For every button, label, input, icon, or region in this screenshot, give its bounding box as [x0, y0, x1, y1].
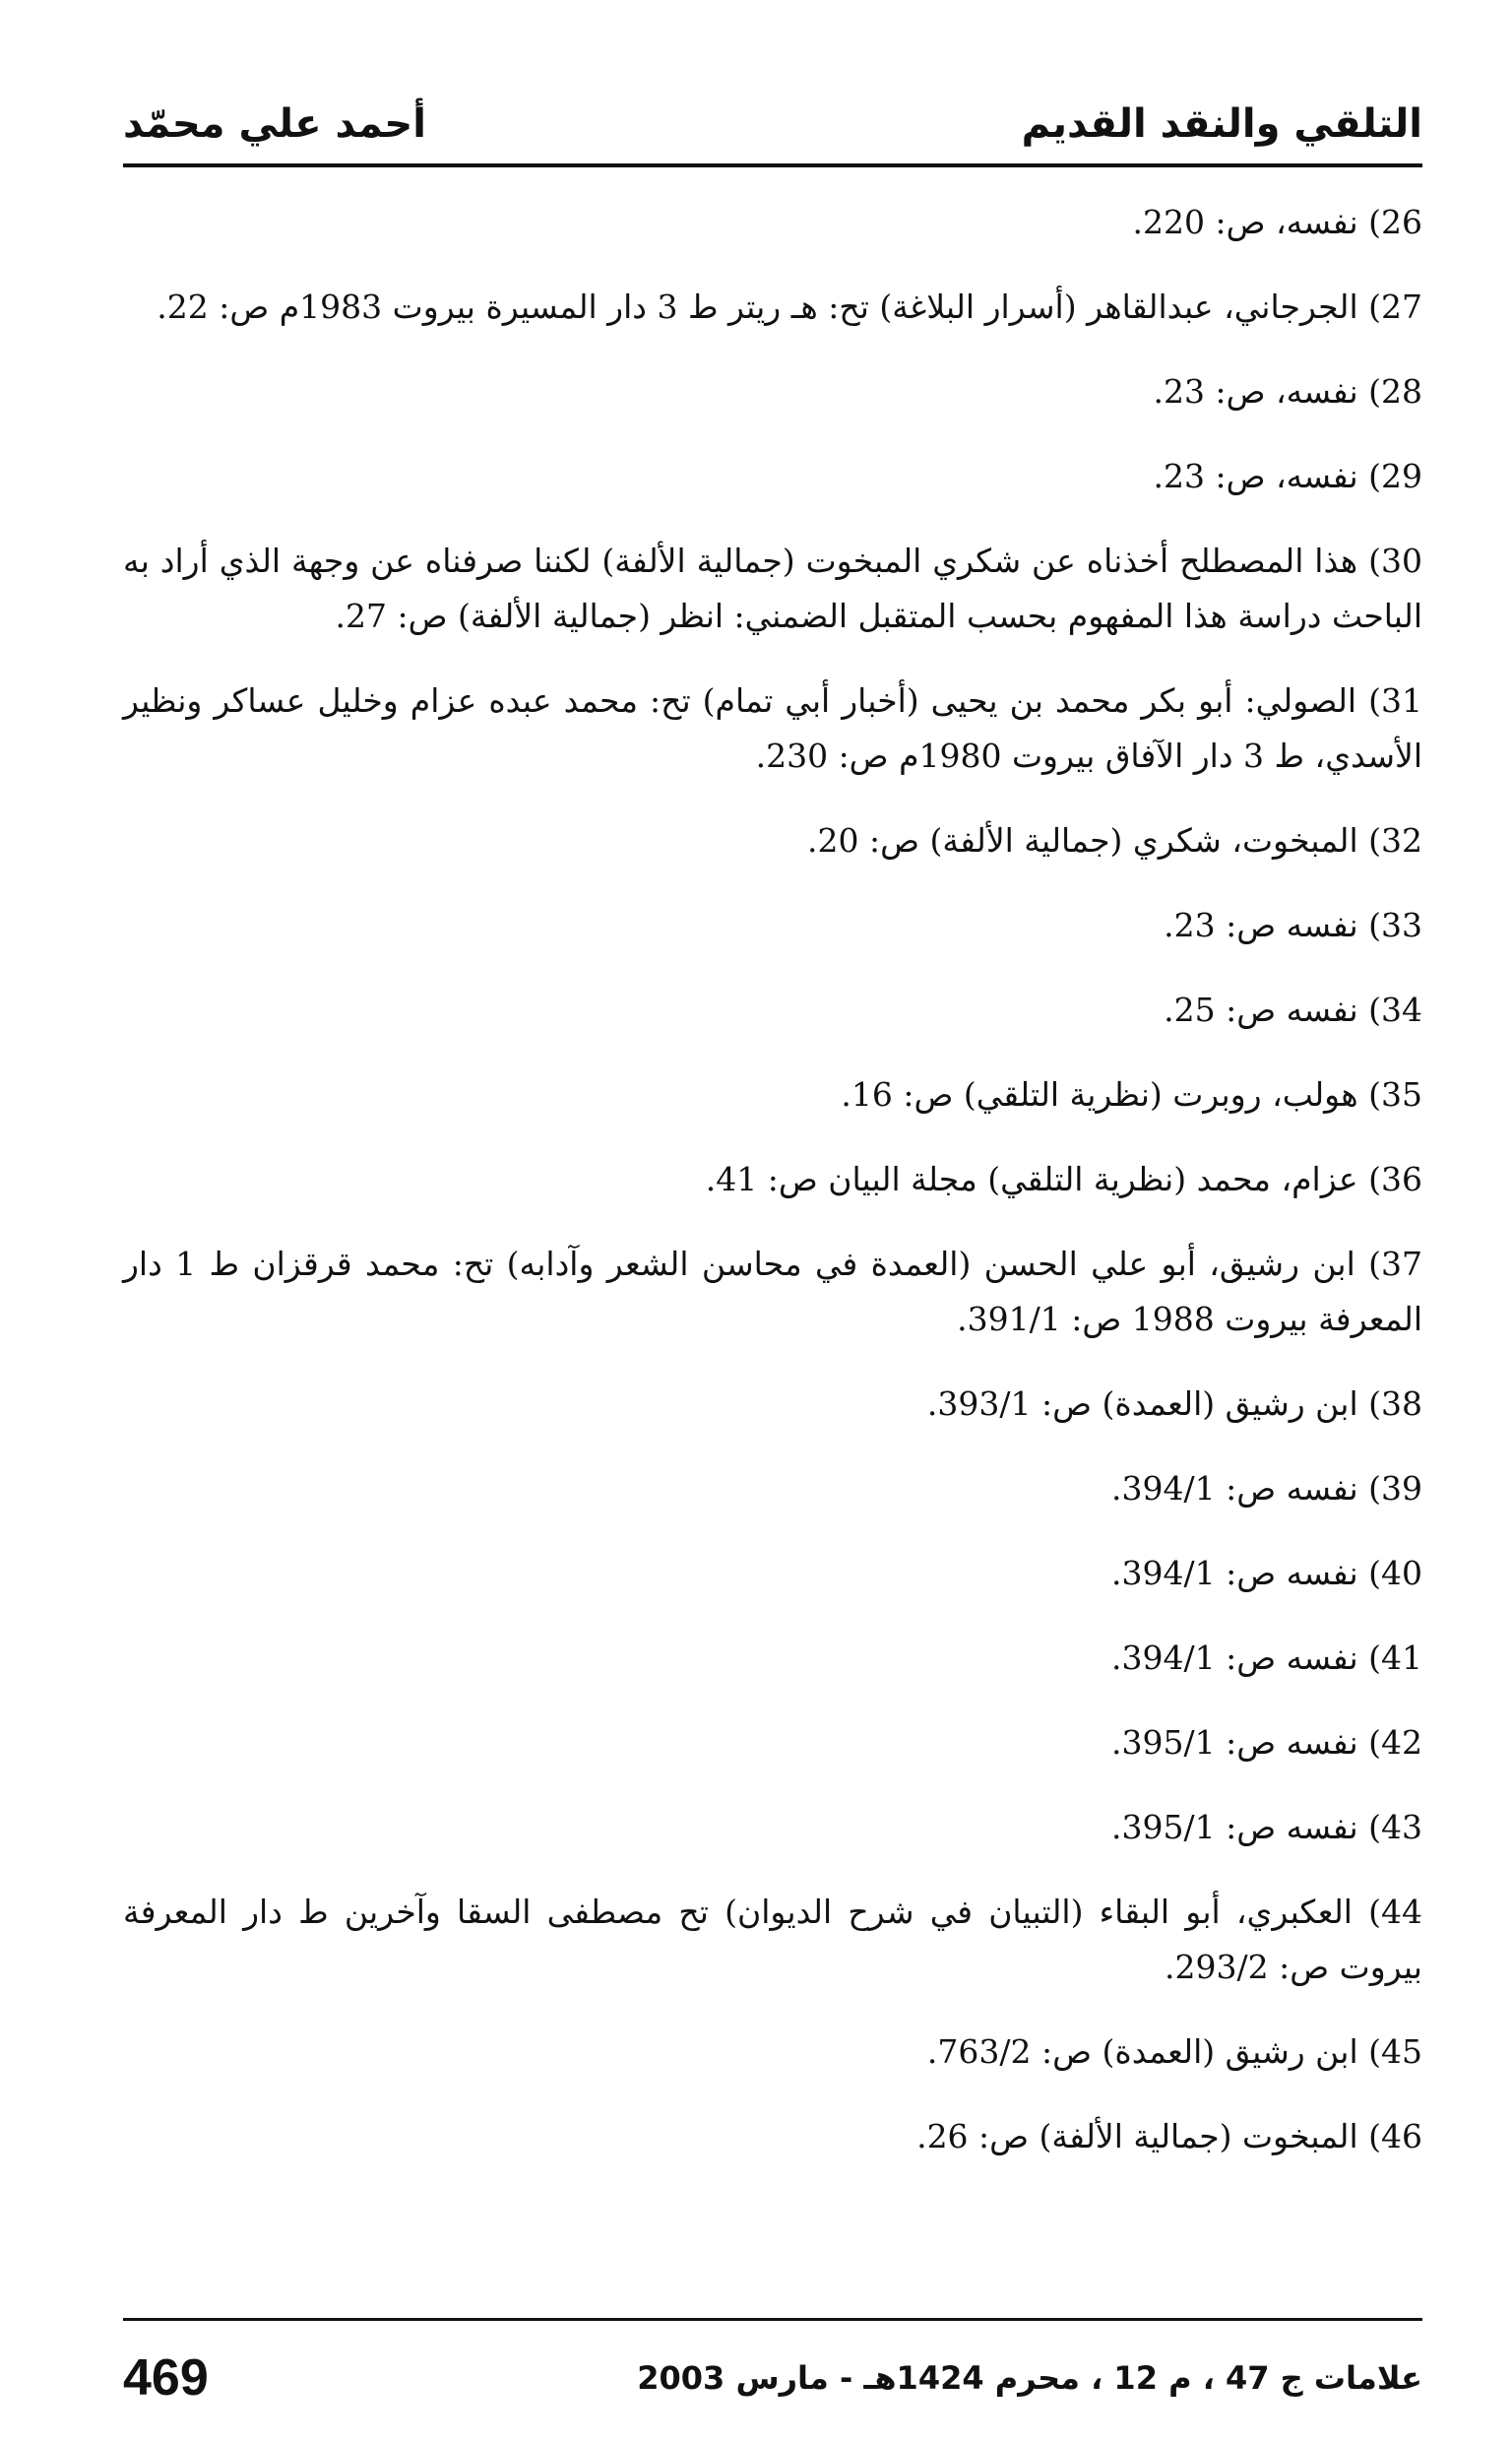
endnote: 31) الصولي: أبو بكر محمد بن يحيى (أخبار أبي تمام) تح: محمد عبده عزام وخليل عساكر ونظير الأسدي، ط 3 دار الآفاق بيروت 1980م ص: 230.: [123, 681, 1422, 775]
endnote: 28) نفسه، ص: 23.: [1153, 372, 1422, 411]
header-rule: [123, 163, 1422, 167]
endnote: 27) الجرجاني، عبدالقاهر (أسرار البلاغة) تح: هـ ريتر ط 3 دار المسيرة بيروت 1983م ص: 22.: [157, 288, 1422, 326]
endnote: 42) نفسه ص: 395/1.: [1111, 1723, 1422, 1762]
endnote: 37) ابن رشيق، أبو علي الحسن (العمدة في محاسن الشعر وآدابه) تح: محمد قرقزان ط 1 دار المعرفة بيروت 1988 ص: 391/1.: [123, 1245, 1422, 1338]
footer-rule: [123, 2318, 1422, 2321]
endnote: 36) عزام، محمد (نظرية التلقي) مجلة البيان ص: 41.: [705, 1160, 1422, 1198]
endnote: 41) نفسه ص: 394/1.: [1111, 1639, 1422, 1677]
endnote: 29) نفسه، ص: 23.: [1153, 457, 1422, 495]
page-footer: [123, 2344, 1422, 2412]
endnote: 40) نفسه ص: 394/1.: [1111, 1554, 1422, 1592]
journal-citation: علامات ج 47 ، م 12 ، محرم 1424هـ - مارس 2003: [637, 2359, 1422, 2397]
page-number: 469: [123, 2349, 209, 2407]
endnote: 38) ابن رشيق (العمدة) ص: 393/1.: [926, 1384, 1422, 1423]
endnote: 33) نفسه ص: 23.: [1164, 906, 1422, 944]
running-header: [123, 75, 1422, 147]
endnote: 44) العكبري، أبو البقاء (التبيان في شرح الديوان) تح مصطفى السقا وآخرين ط دار المعرفة بيروت ص: 293/2.: [123, 1893, 1422, 1986]
endnotes-list: [123, 195, 1422, 2194]
page: [123, 0, 1422, 2442]
endnote: 30) هذا المصطلح أخذناه عن شكري المبخوت (جمالية الألفة) لكننا صرفناه عن وجهة الذي أراد به الباحث دراسة هذا المفهوم بحسب المتقبل الضمني: انظر (جمالية الألفة) ص: 27.: [123, 542, 1422, 635]
running-title: التلقي والنقد القديم: [1021, 101, 1422, 147]
endnote: 39) نفسه ص: 394/1.: [1111, 1469, 1422, 1508]
endnote: 35) هولب، روبرت (نظرية التلقي) ص: 16.: [841, 1075, 1422, 1114]
endnote: 26) نفسه، ص: 220.: [1132, 203, 1422, 241]
endnote: 32) المبخوت، شكري (جمالية الألفة) ص: 20.: [807, 821, 1422, 860]
endnote: 46) المبخوت (جمالية الألفة) ص: 26.: [916, 2117, 1422, 2155]
endnote: 43) نفسه ص: 395/1.: [1111, 1808, 1422, 1846]
running-author: أحمد علي محمّد: [123, 101, 426, 147]
endnote: 34) نفسه ص: 25.: [1164, 991, 1422, 1029]
endnote: 45) ابن رشيق (العمدة) ص: 763/2.: [926, 2032, 1422, 2071]
